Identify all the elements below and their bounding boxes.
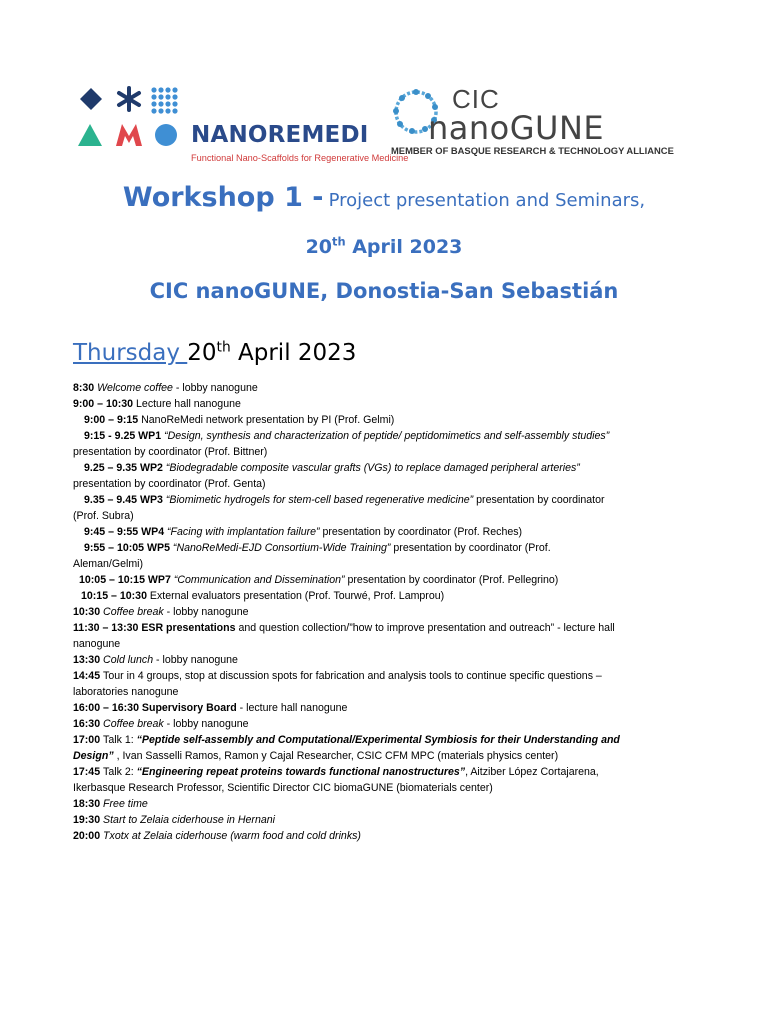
weekday: Thursday [73,340,188,366]
day-num: 20 [187,340,217,366]
workshop-subtitle: Project presentation and Seminars, [328,190,646,211]
schedule-line: Ikerbasque Research Professor, Scientific Director CIC biomaGUNE (biomaterials center) [73,782,493,794]
schedule-line: 9:00 – 10:30 Lecture hall nanogune [73,398,241,410]
nanogune-member-line: MEMBER OF BASQUE RESEARCH & TECHNOLOGY ALLIANCE [391,145,674,156]
nanoremedi-logo [78,86,409,166]
date-rest: April 2023 [345,236,463,258]
schedule-line: 16:00 – 16:30 Supervisory Board - lecture hall nanogune [73,702,348,714]
schedule [73,380,693,844]
schedule-line: 9.35 – 9.45 WP3 “Biomimetic hydrogels for stem-cell based regenerative medicine” presentation by coordinator [84,494,605,506]
nanoremedi-logo-mark [78,86,188,152]
workshop-title [0,182,768,213]
schedule-line: 17:45 Talk 2: “Engineering repeat proteins towards functional nanostructures”, Aitziber López Cortajarena, [73,766,599,778]
workshop-venue [0,279,768,303]
schedule-line: 9.25 – 9.35 WP2 “Biodegradable composite vascular grafts (VGs) to replace damaged peripheral arteries” [84,462,580,474]
day-title [73,340,356,366]
schedule-line: 9:00 – 9:15 NanoReMedi network presentation by PI (Prof. Gelmi) [84,414,395,426]
schedule-line: 9:45 – 9:55 WP4 “Facing with implantation failure” presentation by coordinator (Prof. Reches) [84,526,523,538]
dot-grid-shape [151,87,177,113]
schedule-line: 9:15 - 9.25 WP1 “Design, synthesis and characterization of peptide/ peptidomimetics and self-assembly studies” [84,430,610,442]
schedule-line: 10:15 – 10:30 External evaluators presentation (Prof. Tourwé, Prof. Lamprou) [81,590,445,602]
day-rest: April 2023 [230,340,357,366]
schedule-line: 19:30 Start to Zelaia ciderhouse in Hernani [73,814,275,826]
schedule-line: 18:30 Free time [73,798,148,810]
diamond-shape [80,88,102,110]
schedule-line: 9:55 – 10:05 WP5 “NanoReMedi-EJD Consortium-Wide Training” presentation by coordinator (Prof. [84,542,551,554]
schedule-line: 17:00 Talk 1: “Peptide self-assembly and Computational/Experimental Symbiosis for their Understanding and [73,734,620,746]
schedule-line: 20:00 Txotx at Zelaia ciderhouse (warm food and cold drinks) [73,830,361,842]
schedule-line: 10:05 – 10:15 WP7 “Communication and Dissemination” presentation by coordinator (Prof. Pellegrino) [79,574,559,586]
workshop-date [0,236,768,258]
venue-rest: nanoGUNE, Donostia-San Sebastián [195,279,619,303]
date-day: 20 [305,236,333,258]
schedule-line: Aleman/Gelmi) [73,558,144,570]
schedule-line: laboratories nanogune [73,686,179,698]
workshop-label: Workshop 1 - [122,182,324,213]
schedule-line: 11:30 – 13:30 ESR presentations and question collection/”how to improve presentation and outreach” - lecture hall [73,622,615,634]
date-suffix: th [332,234,346,249]
schedule-line: 8:30 Welcome coffee - lobby nanogune [73,382,258,394]
nanogune-name: nanoGUNE [428,109,605,147]
nanoremedi-brand: NANOREMEDI [191,122,369,148]
nanogune-logo [388,83,693,165]
schedule-line: 14:45 Tour in 4 groups, stop at discussion spots for fabrication and analysis tools to continue specific questions – [73,670,602,682]
m-shape [116,124,142,146]
day-suffix: th [216,339,231,356]
nanogune-cic: CIC [452,84,500,114]
nanoremedi-tagline: Functional Nano-Scaffolds for Regenerative Medicine [191,153,409,163]
schedule-line: Design” , Ivan Sasselli Ramos, Ramon y Cajal Researcher, CSIC CFM MPC (materials physics center) [73,750,559,762]
venue-cic: CIC [149,279,196,303]
schedule-line: presentation by coordinator (Prof. Bittner) [73,446,268,458]
schedule-line: nanogune [73,638,121,650]
schedule-line: 13:30 Cold lunch - lobby nanogune [73,654,238,666]
schedule-line: 16:30 Coffee break - lobby nanogune [73,718,249,730]
circle-shape [155,124,177,146]
triangle-shape [78,124,102,146]
schedule-line: (Prof. Subra) [73,510,134,522]
schedule-line: presentation by coordinator (Prof. Genta) [73,478,266,490]
schedule-line: 10:30 Coffee break - lobby nanogune [73,606,249,618]
asterisk-shape [119,88,139,110]
